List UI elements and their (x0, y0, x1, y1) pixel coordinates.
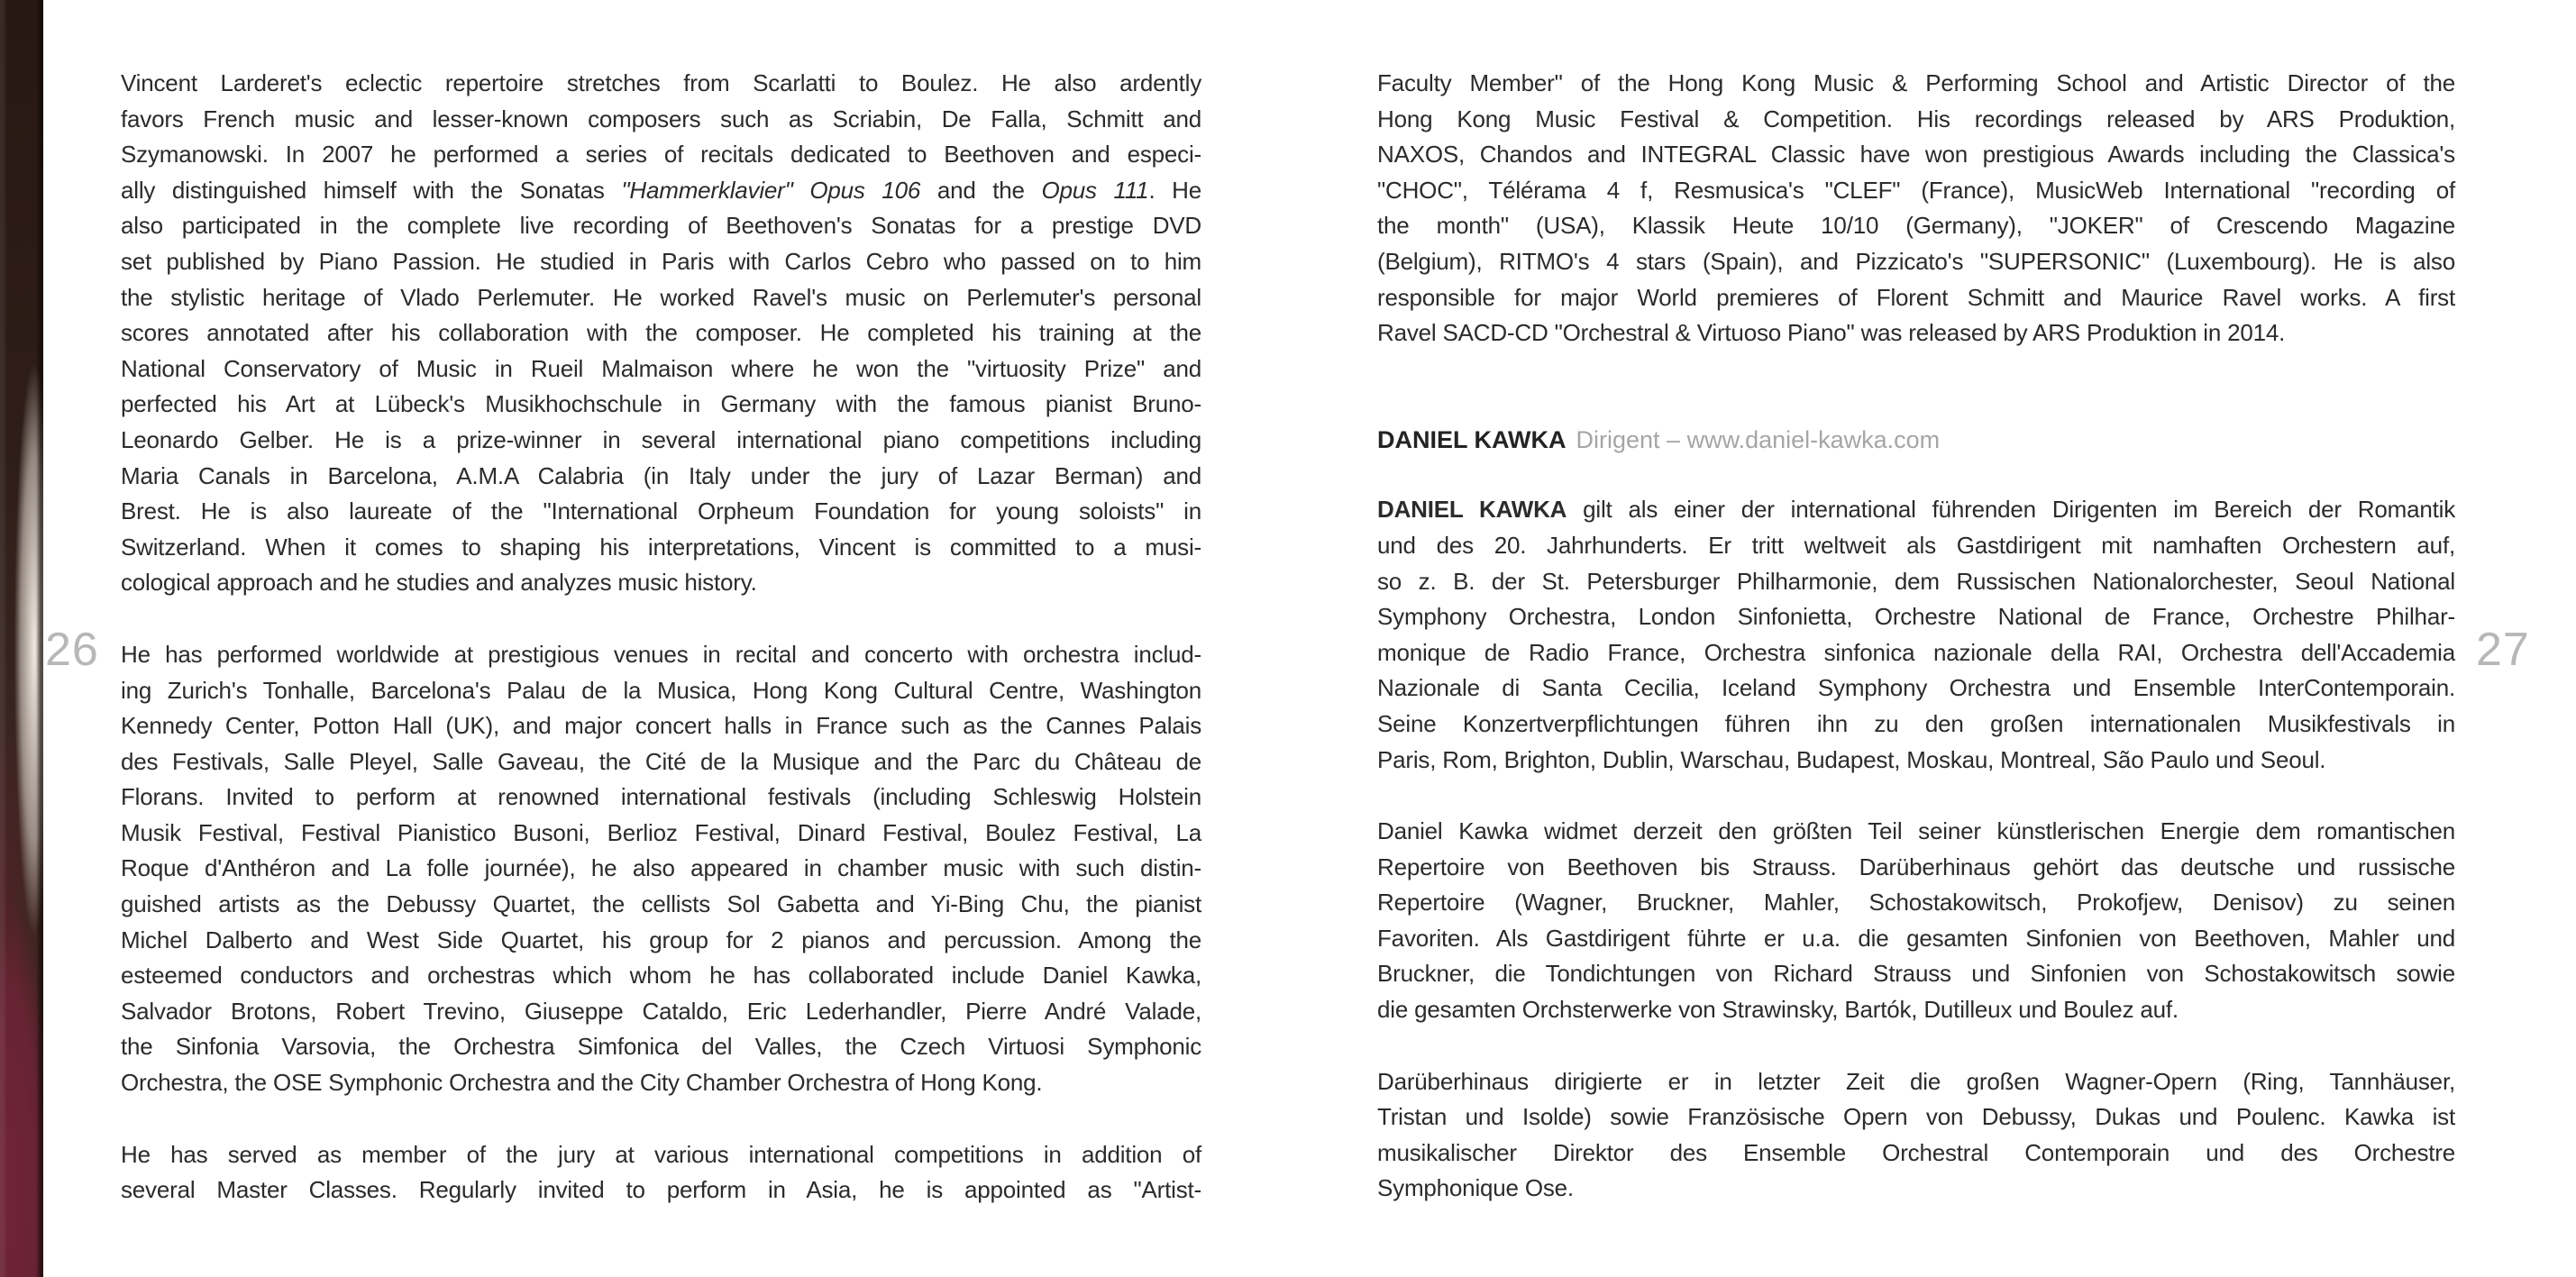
text-line: He has performed worldwide at prestigious venues in recital and concerto with orchestra includ- (121, 640, 1201, 668)
paragraph (1377, 492, 2455, 778)
text-line: also participated in the complete live recording of Beethoven's Sonatas for a prestige DVD (121, 212, 1201, 240)
conductor-role-website: Dirigent – www.daniel-kawka.com (1576, 425, 1941, 453)
text-line: Maria Canals in Barcelona, A.M.A Calabria (in Italy under the jury of Lazar Berman) and (121, 461, 1201, 489)
text-line: the month" (USA), Klassik Heute 10/10 (Germany), "JOKER" of Crescendo Magazine (1377, 212, 2455, 240)
text-line: Florans. Invited to perform at renowned international festivals (including Schleswig Holstein (121, 783, 1201, 811)
text-line: DANIEL KAWKA gilt als einer der international führenden Dirigenten im Bereich der Romantik (1377, 496, 2455, 524)
text-line: Switzerland. When it comes to shaping his interpretations, Vincent is committed to a musi- (121, 533, 1201, 561)
text-line: (Belgium), RITMO's 4 stars (Spain), and Pizzicato's "SUPERSONIC" (Luxembourg). He is also (1377, 247, 2455, 275)
text-line: responsible for major World premieres of Florent Schmitt and Maurice Ravel works. A first (1377, 283, 2455, 311)
text-line: NAXOS, Chandos and INTEGRAL Classic have won prestigious Awards including the Classica's (1377, 141, 2455, 169)
text-line: Szymanowski. In 2007 he performed a series of recitals dedicated to Beethoven and especi- (121, 141, 1201, 169)
left-page-paragraphs (121, 66, 1201, 1209)
paragraph (121, 1137, 1201, 1209)
text-line: Ravel SACD-CD "Orchestral & Virtuoso Piano" was released by ARS Produktion in 2014. (1377, 319, 2286, 347)
text-line: monique de Radio France, Orchestra sinfonica nazionale della RAI, Orchestra dell'Accademia (1377, 638, 2455, 666)
text-line: Favoriten. Als Gastdirigent führte er u.a. die gesamten Sinfonien von Beethoven, Mahler und (1377, 924, 2455, 952)
text-line: Michel Dalberto and West Side Quartet, his group for 2 pianos and percussion. Among the (121, 926, 1201, 953)
left-page-text-column (121, 66, 1201, 1245)
text-line: set published by Piano Passion. He studied in Paris with Carlos Cebro who passed on to him (121, 247, 1201, 275)
text-line: scores annotated after his collaboration with the composer. He completed his training at the (121, 319, 1201, 347)
text-line: the Sinfonia Varsovia, the Orchestra Simfonica del Valles, the Czech Virtuosi Symphonic (121, 1033, 1201, 1061)
text-line: Darüberhinaus dirigierte er in letzter Zeit die großen Wagner-Opern (Ring, Tannhäuser, (1377, 1067, 2455, 1095)
right-page-text-column (1377, 66, 2455, 1243)
text-line: cological approach and he studies and analyzes music history. (121, 569, 757, 597)
text-line: Hong Kong Music Festival & Competition. His recordings released by ARS Produktion, (1377, 105, 2455, 132)
text-line: Salvador Brotons, Robert Trevino, Giuseppe Cataldo, Eric Lederhandler, Pierre André Valade, (121, 997, 1201, 1025)
text-line: Musik Festival, Festival Pianistico Busoni, Berlioz Festival, Dinard Festival, Boulez Festival, La (121, 818, 1201, 846)
page-number-left: 26 (45, 624, 99, 676)
paragraph (1377, 66, 2455, 351)
section-heading-daniel-kawka (1377, 423, 2455, 459)
text-line: esteemed conductors and orchestras which whom he has collaborated include Daniel Kawka, (121, 962, 1201, 990)
paragraph (1377, 1064, 2455, 1207)
text-line: perfected his Art at Lübeck's Musikhochschule in Germany with the famous pianist Bruno- (121, 390, 1201, 418)
text-line: Faculty Member" of the Hong Kong Music & Performing School and Artistic Director of the (1377, 69, 2455, 96)
text-line: Repertoire (Wagner, Bruckner, Mahler, Schostakowitsch, Prokofjew, Denisov) zu seinen (1377, 889, 2455, 917)
text-line: Nazionale di Santa Cecilia, Iceland Symphony Orchestra und Ensemble InterContemporain. (1377, 674, 2455, 702)
text-line: Symphonique Ose. (1377, 1174, 1574, 1202)
text-line: die gesamten Orchsterwerke von Strawinsky, Bartók, Dutilleux und Boulez auf. (1377, 996, 2179, 1024)
text-line: Kennedy Center, Potton Hall (UK), and major concert halls in France such as the Cannes Palais (121, 712, 1201, 740)
text-line: und des 20. Jahrhunderts. Er tritt weltweit als Gastdirigent mit namhaften Orchestern auf, (1377, 531, 2455, 559)
text-line: Vincent Larderet's eclectic repertoire stretches from Scarlatti to Boulez. He also ardently (121, 69, 1201, 96)
spine-photo-strip (0, 0, 43, 1277)
conductor-name: DANIEL KAWKA (1377, 425, 1567, 453)
right-page-paragraphs-bottom (1377, 492, 2455, 1207)
text-line: Brest. He is also laureate of the "International Orpheum Foundation for young soloists" in (121, 497, 1201, 525)
text-line: musikalischer Direktor des Ensemble Orchestral Contemporain und des Orchestre (1377, 1138, 2455, 1166)
text-line: so z. B. der St. Petersburger Philharmonie, dem Russischen Nationalorchester, Seoul National (1377, 567, 2455, 595)
right-page-paragraphs-top (1377, 66, 2455, 351)
paragraph (1377, 814, 2455, 1028)
text-line: des Festivals, Salle Pleyel, Salle Gaveau, the Cité de la Musique and the Parc du Château de (121, 747, 1201, 775)
text-line: favors French music and lesser-known composers such as Scriabin, De Falla, Schmitt and (121, 105, 1201, 132)
text-line: ing Zurich's Tonhalle, Barcelona's Palau de la Musica, Hong Kong Cultural Centre, Washington (121, 676, 1201, 704)
paragraph (121, 66, 1201, 601)
paragraph (121, 637, 1201, 1101)
text-line: Leonardo Gelber. He is a prize-winner in several international piano competitions including (121, 425, 1201, 453)
text-line: Symphony Orchestra, London Sinfonietta, Orchestre National de France, Orchestre Philhar- (1377, 603, 2455, 631)
text-line: Tristan und Isolde) sowie Französische Opern von Debussy, Dukas und Poulenc. Kawka ist (1377, 1103, 2455, 1131)
text-line: several Master Classes. Regularly invited to perform in Asia, he is appointed as "Artist- (121, 1176, 1201, 1204)
text-line: Roque d'Anthéron and La folle journée), he also appeared in chamber music with such distin- (121, 854, 1201, 882)
text-line: ally distinguished himself with the Sonatas "Hammerklavier" Opus 106 and the Opus 111. He (121, 176, 1201, 204)
text-line: "CHOC", Télérama 4 f, Resmusica's "CLEF" (France), MusicWeb International "recording of (1377, 176, 2455, 204)
text-line: Seine Konzertverpflichtungen führen ihn zu den großen internationalen Musikfestivals in (1377, 709, 2455, 737)
text-line: the stylistic heritage of Vlado Perlemuter. He worked Ravel's music on Perlemuter's personal (121, 283, 1201, 311)
text-line: Bruckner, die Tondichtungen von Richard Strauss und Sinfonien von Schostakowitsch sowie (1377, 960, 2455, 988)
text-line: He has served as member of the jury at various international competitions in addition of (121, 1140, 1201, 1168)
text-line: Daniel Kawka widmet derzeit den größten Teil seiner künstlerischen Energie dem romantischen (1377, 817, 2455, 845)
text-line: Repertoire von Beethoven bis Strauss. Darüberhinaus gehört das deutsche und russische (1377, 853, 2455, 880)
text-line: Paris, Rom, Brighton, Dublin, Warschau, Budapest, Moskau, Montreal, São Paulo und Seoul. (1377, 745, 2326, 773)
page-number-right: 27 (2476, 624, 2530, 676)
text-line: Orchestra, the OSE Symphonic Orchestra and the City Chamber Orchestra of Hong Kong. (121, 1069, 1043, 1097)
text-line: guished artists as the Debussy Quartet, the cellists Sol Gabetta and Yi-Bing Chu, the pianist (121, 890, 1201, 918)
text-line: National Conservatory of Music in Rueil Malmaison where he won the "virtuosity Prize" and (121, 354, 1201, 382)
